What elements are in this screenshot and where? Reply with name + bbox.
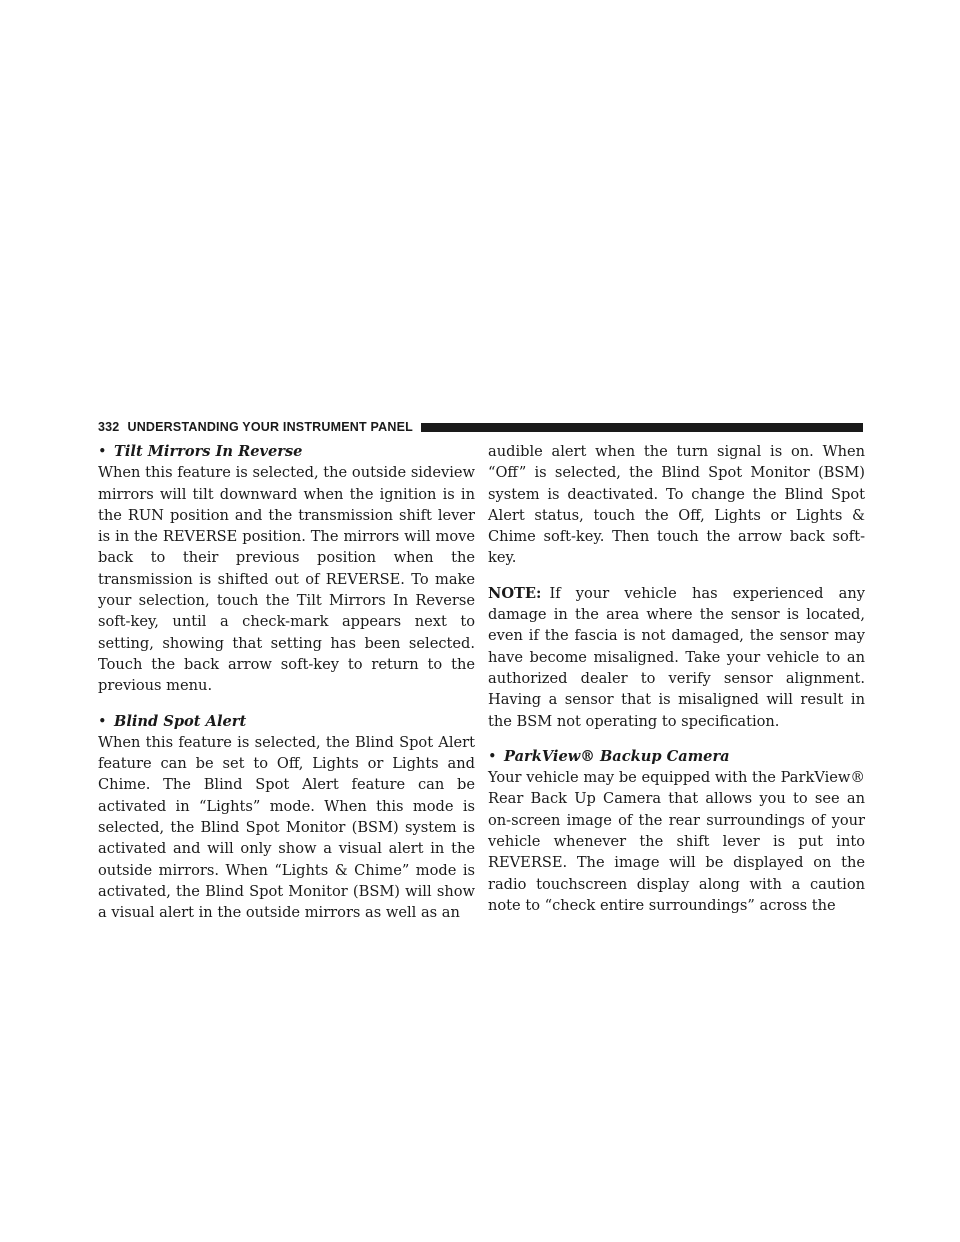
page-number: 332 <box>98 420 120 434</box>
section-title: UNDERSTANDING YOUR INSTRUMENT PANEL <box>127 420 413 434</box>
tilt-mirrors-heading <box>98 441 475 462</box>
bullet-icon: • <box>488 747 497 765</box>
page-header <box>98 418 863 436</box>
tilt-mirrors-title: Tilt Mirrors In Reverse <box>114 443 303 460</box>
parkview-title: ParkView® Backup Camera <box>504 747 730 765</box>
bullet-icon: • <box>98 712 107 730</box>
blind-spot-body-continued: audible alert when the turn signal is on. When “Off” is selected, the Blind Spot Monitor (BSM) system is deactivated. To change the Blind Spot Alert status, touch the Off, Lights or Lights & Chime soft-key. Then touch the arrow back soft-key. <box>488 443 865 567</box>
blind-spot-heading <box>98 711 475 732</box>
note-label: NOTE: <box>488 584 542 602</box>
header-rule <box>421 423 863 432</box>
note-text: If your vehicle has experienced any damage in the area where the sensor is located, even if the fascia is not damaged, the sensor may have become misaligned. Take your vehicle to an authorized dealer to verify sensor alignment. Having a sensor that is misaligned will result in the BSM not operating to specification. <box>488 584 865 730</box>
parkview-heading <box>488 746 865 767</box>
bullet-icon: • <box>98 443 107 460</box>
left-column <box>98 441 475 924</box>
note-paragraph <box>488 583 865 732</box>
tilt-mirrors-body: When this feature is selected, the outside sideview mirrors will tilt downward when the ignition is in the RUN position and the transmission shift lever is in the REVERSE position. The mirrors will move back to their previous position when the transmission is shifted out of REVERSE. To make your selection, touch the Tilt Mirrors In Reverse soft-key, until a check-mark appears next to setting, showing that setting has been selected. Touch the back arrow soft-key to return to the previous menu. <box>98 464 475 695</box>
parkview-body: Your vehicle may be equipped with the ParkView® Rear Back Up Camera that allows you to see an on-screen image of the rear surroundings of your vehicle whenever the shift lever is put into REVERSE. The image will be displayed on the radio touchscreen display along with a caution note to “check entire surroundings” across the <box>488 769 865 914</box>
blind-spot-title: Blind Spot Alert <box>114 712 247 730</box>
right-column <box>488 441 865 916</box>
blind-spot-body: When this feature is selected, the Blind Spot Alert feature can be set to Off, Lights or Lights and Chime. The Blind Spot Alert feature can be activated in “Lights” mode. When this mode is selected, the Blind Spot Monitor (BSM) system is activated and will only show a visual alert in the outside mirrors. When “Lights & Chime” mode is activated, the Blind Spot Monitor (BSM) will show a visual alert in the outside mirrors as well as an <box>98 733 475 922</box>
